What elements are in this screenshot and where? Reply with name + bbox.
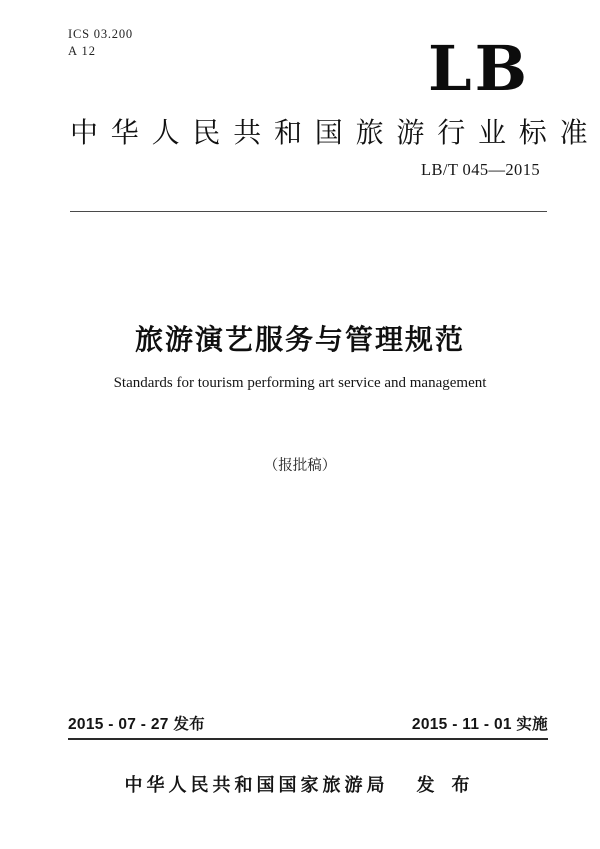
ics-code: ICS 03.200 — [68, 27, 133, 41]
document-title-zh: 旅游演艺服务与管理规范 — [134, 324, 465, 355]
publish-action-label: 发 布 — [416, 775, 476, 795]
document-title-en: Standards for tourism performing art service and management — [113, 375, 487, 391]
classification-code: A 12 — [68, 44, 96, 58]
implement-date: 2015 - 11 - 01 实施 — [411, 716, 548, 733]
date-bar — [68, 712, 548, 740]
draft-note: （报批稿） — [263, 458, 337, 474]
standard-type-heading: 中华人民共和国旅游行业标准 — [70, 117, 600, 148]
header-divider — [70, 211, 547, 212]
standard-number: LB/T 045—2015 — [420, 160, 540, 179]
issue-date: 2015 - 07 - 27 发布 — [68, 716, 205, 733]
publisher-name: 中华人民共和国国家旅游局 — [124, 775, 389, 795]
publisher-line — [0, 771, 600, 797]
lb-logo: LB — [428, 32, 530, 105]
